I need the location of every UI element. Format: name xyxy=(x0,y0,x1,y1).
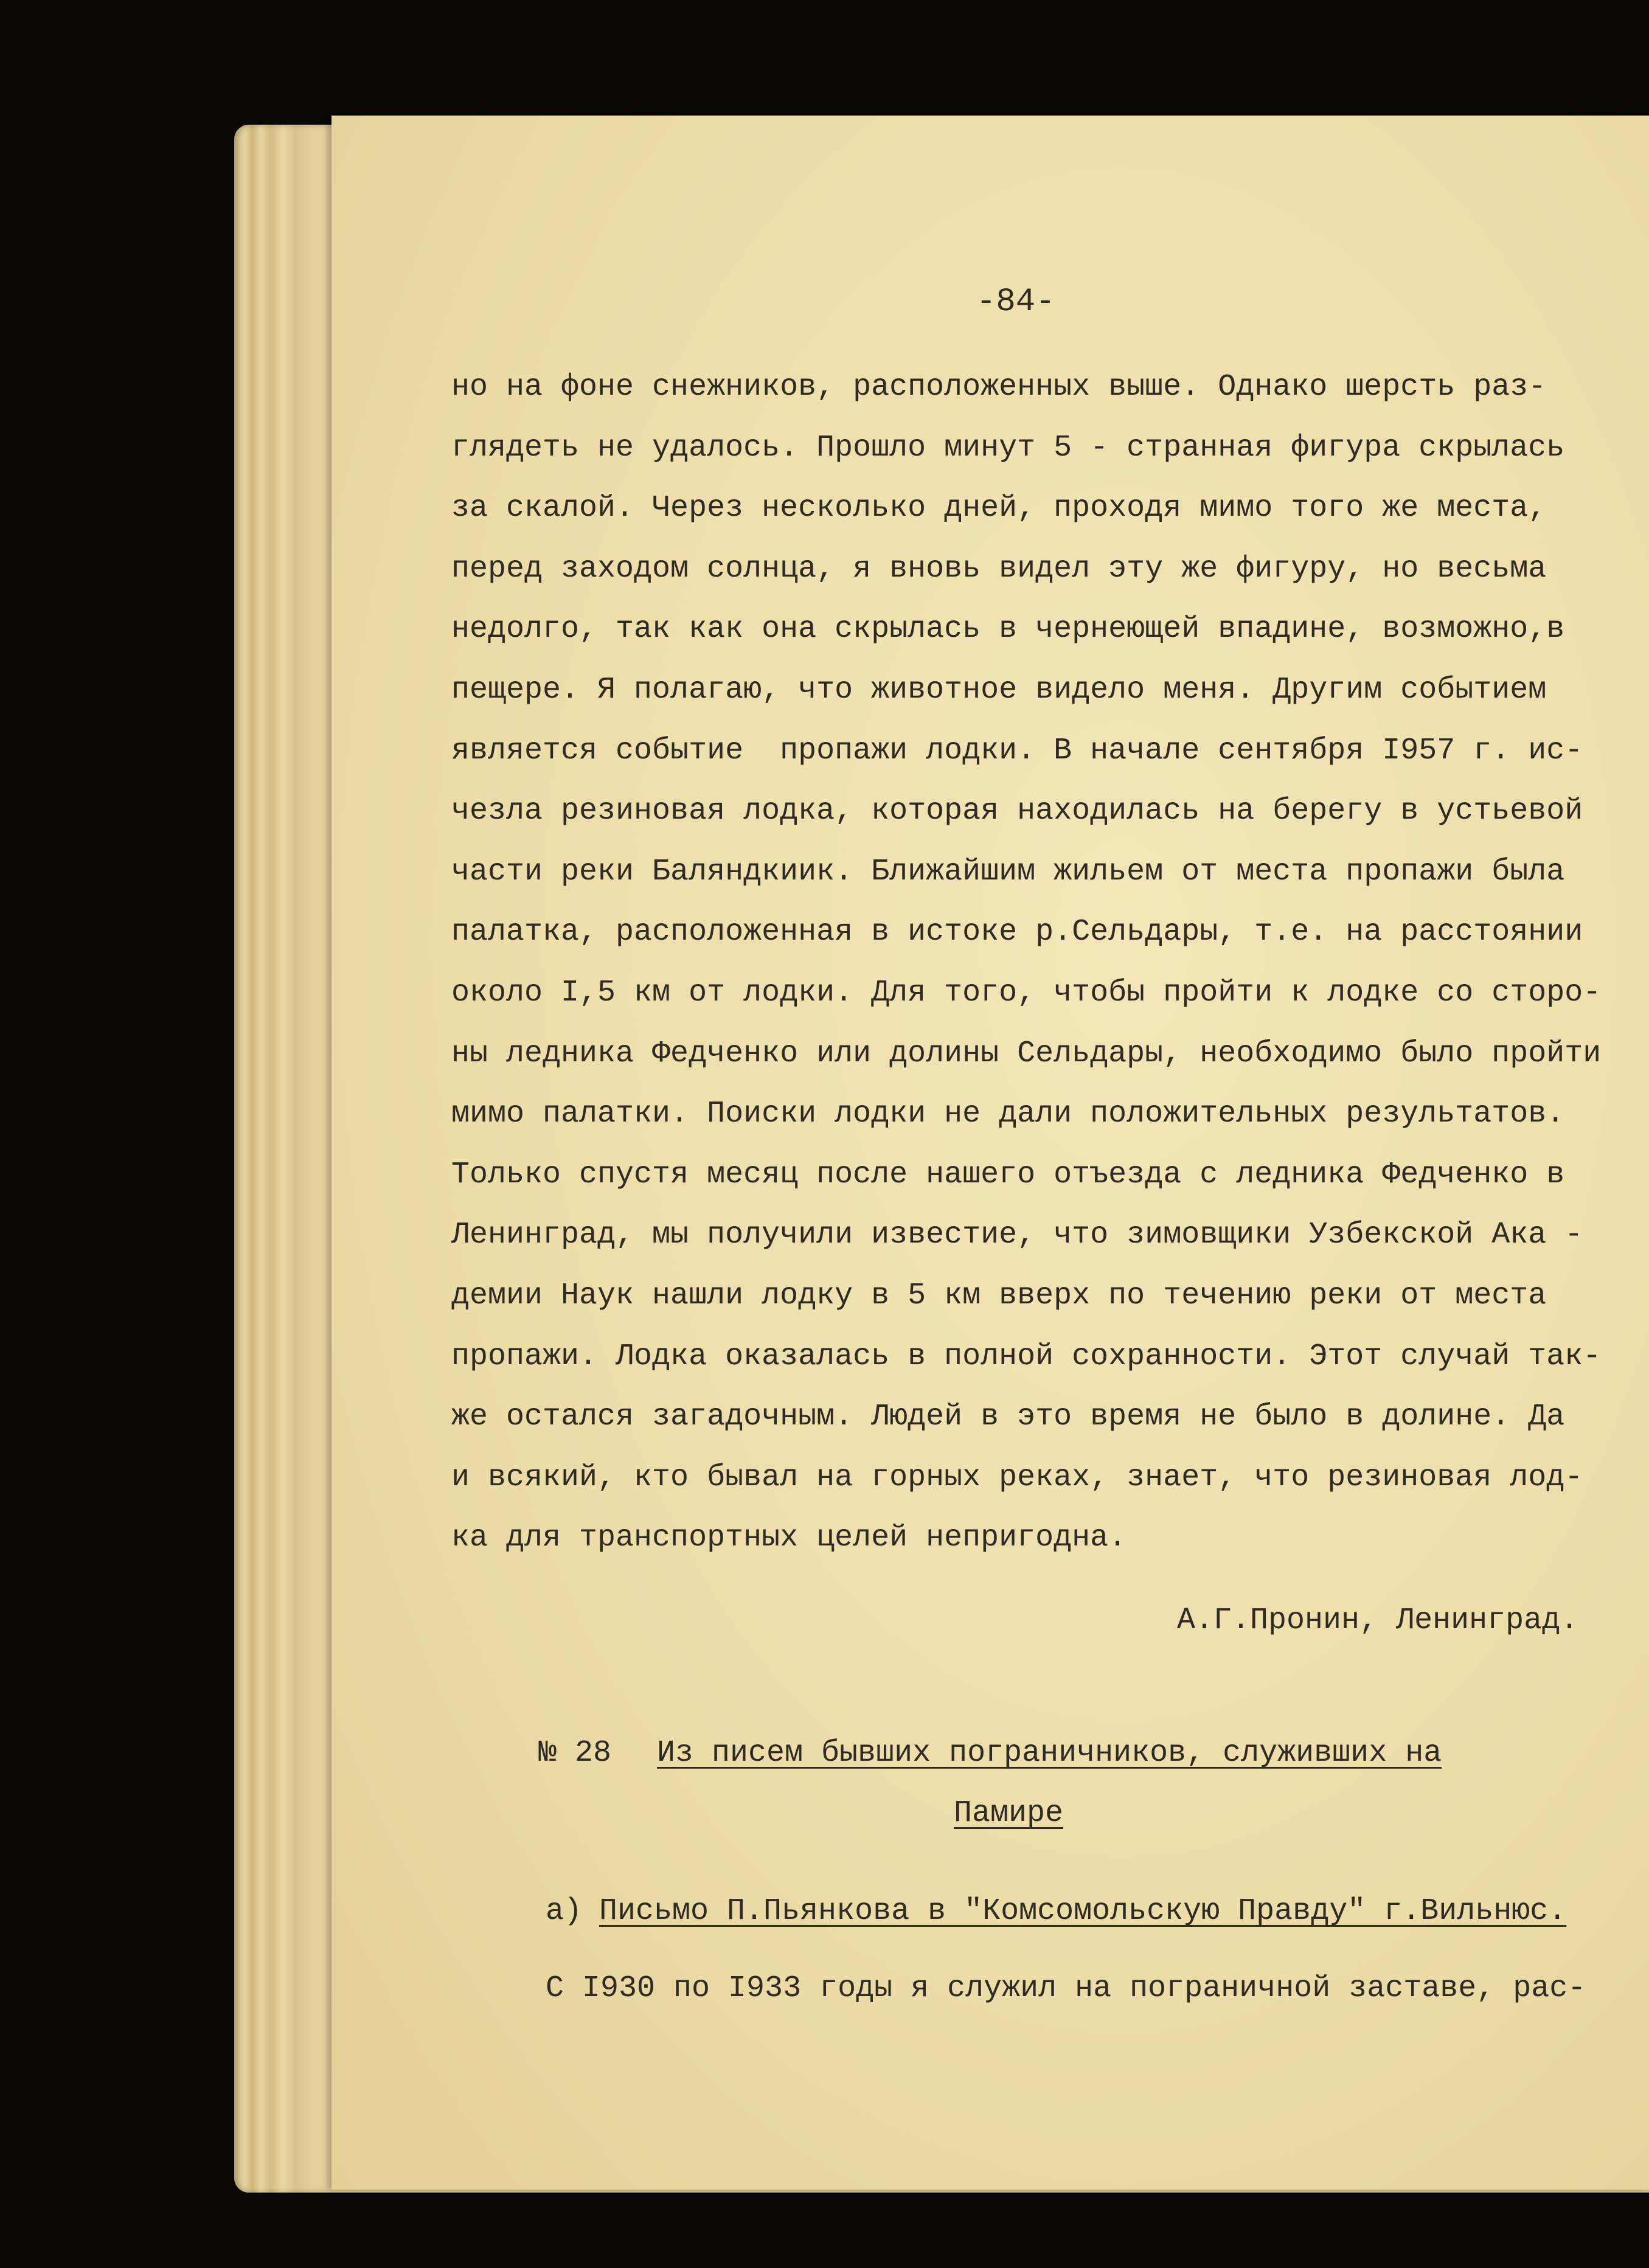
body-line: за скалой. Через несколько дней, проходя мимо того же места, xyxy=(451,491,1547,525)
body-line: перед заходом солнца, я вновь видел эту же фигуру, но весьма xyxy=(451,552,1547,586)
last-line: С I930 по I933 годы я служил на пограничной заставе, рас- xyxy=(546,1971,1586,2006)
body-line: ка для транспортных целей непригодна. xyxy=(451,1521,1127,1555)
section-title-line1: Из писем бывших пограничников, служивших на xyxy=(657,1736,1442,1770)
body-line: пропажи. Лодка оказалась в полной сохранности. Этот случай так- xyxy=(451,1339,1602,1374)
body-line: но на фоне снежников, расположенных выше. Однако шерсть раз- xyxy=(451,370,1547,404)
body-line: и всякий, кто бывал на горных реках, знает, что резиновая лод- xyxy=(451,1460,1583,1495)
document-page xyxy=(332,116,1649,2190)
section-number: № 28 xyxy=(538,1736,612,1770)
page-number: -84- xyxy=(976,283,1055,321)
body-line: палатка, расположенная в истоке р.Сельдары, т.е. на расстоянии xyxy=(451,915,1583,949)
body-line: ны ледника Федченко или долины Сельдары, необходимо было пройти xyxy=(451,1036,1602,1071)
subsection-prefix: а) xyxy=(546,1894,583,1929)
body-line: части реки Баляндкиик. Ближайшим жильем от места пропажи была xyxy=(451,855,1565,889)
body-line: недолго, так как она скрылась в чернеющей впадине, возможно,в xyxy=(451,612,1565,647)
body-line: Только спустя месяц после нашего отъезда с ледника Федченко в xyxy=(451,1157,1565,1192)
subsection-title: Письмо П.Пьянкова в "Комсомольскую Правду" г.Вильнюс. xyxy=(599,1894,1567,1929)
body-line: около I,5 км от лодки. Для того, чтобы пройти к лодке со сторо- xyxy=(451,976,1602,1010)
body-line: пещере. Я полагаю, что животное видело меня. Другим событием xyxy=(451,673,1547,707)
body-line: мимо палатки. Поиски лодки не дали положительных результатов. xyxy=(451,1097,1565,1131)
body-line: Ленинград, мы получили известие, что зимовщики Узбекской Ака - xyxy=(451,1218,1583,1252)
body-line: чезла резиновая лодка, которая находилась на берегу в устьевой xyxy=(451,794,1583,828)
body-line: демии Наук нашли лодку в 5 км вверх по течению реки от места xyxy=(451,1278,1547,1313)
signature: А.Г.Пронин, Ленинград. xyxy=(1177,1603,1579,1638)
section-title-line2: Памире xyxy=(954,1796,1064,1831)
body-line: является событие пропажи лодки. В начале сентября I957 г. ис- xyxy=(451,733,1583,768)
body-line: глядеть не удалось. Прошло минут 5 - странная фигура скрылась xyxy=(451,431,1565,465)
body-line: же остался загадочным. Людей в это время не было в долине. Да xyxy=(451,1399,1565,1434)
